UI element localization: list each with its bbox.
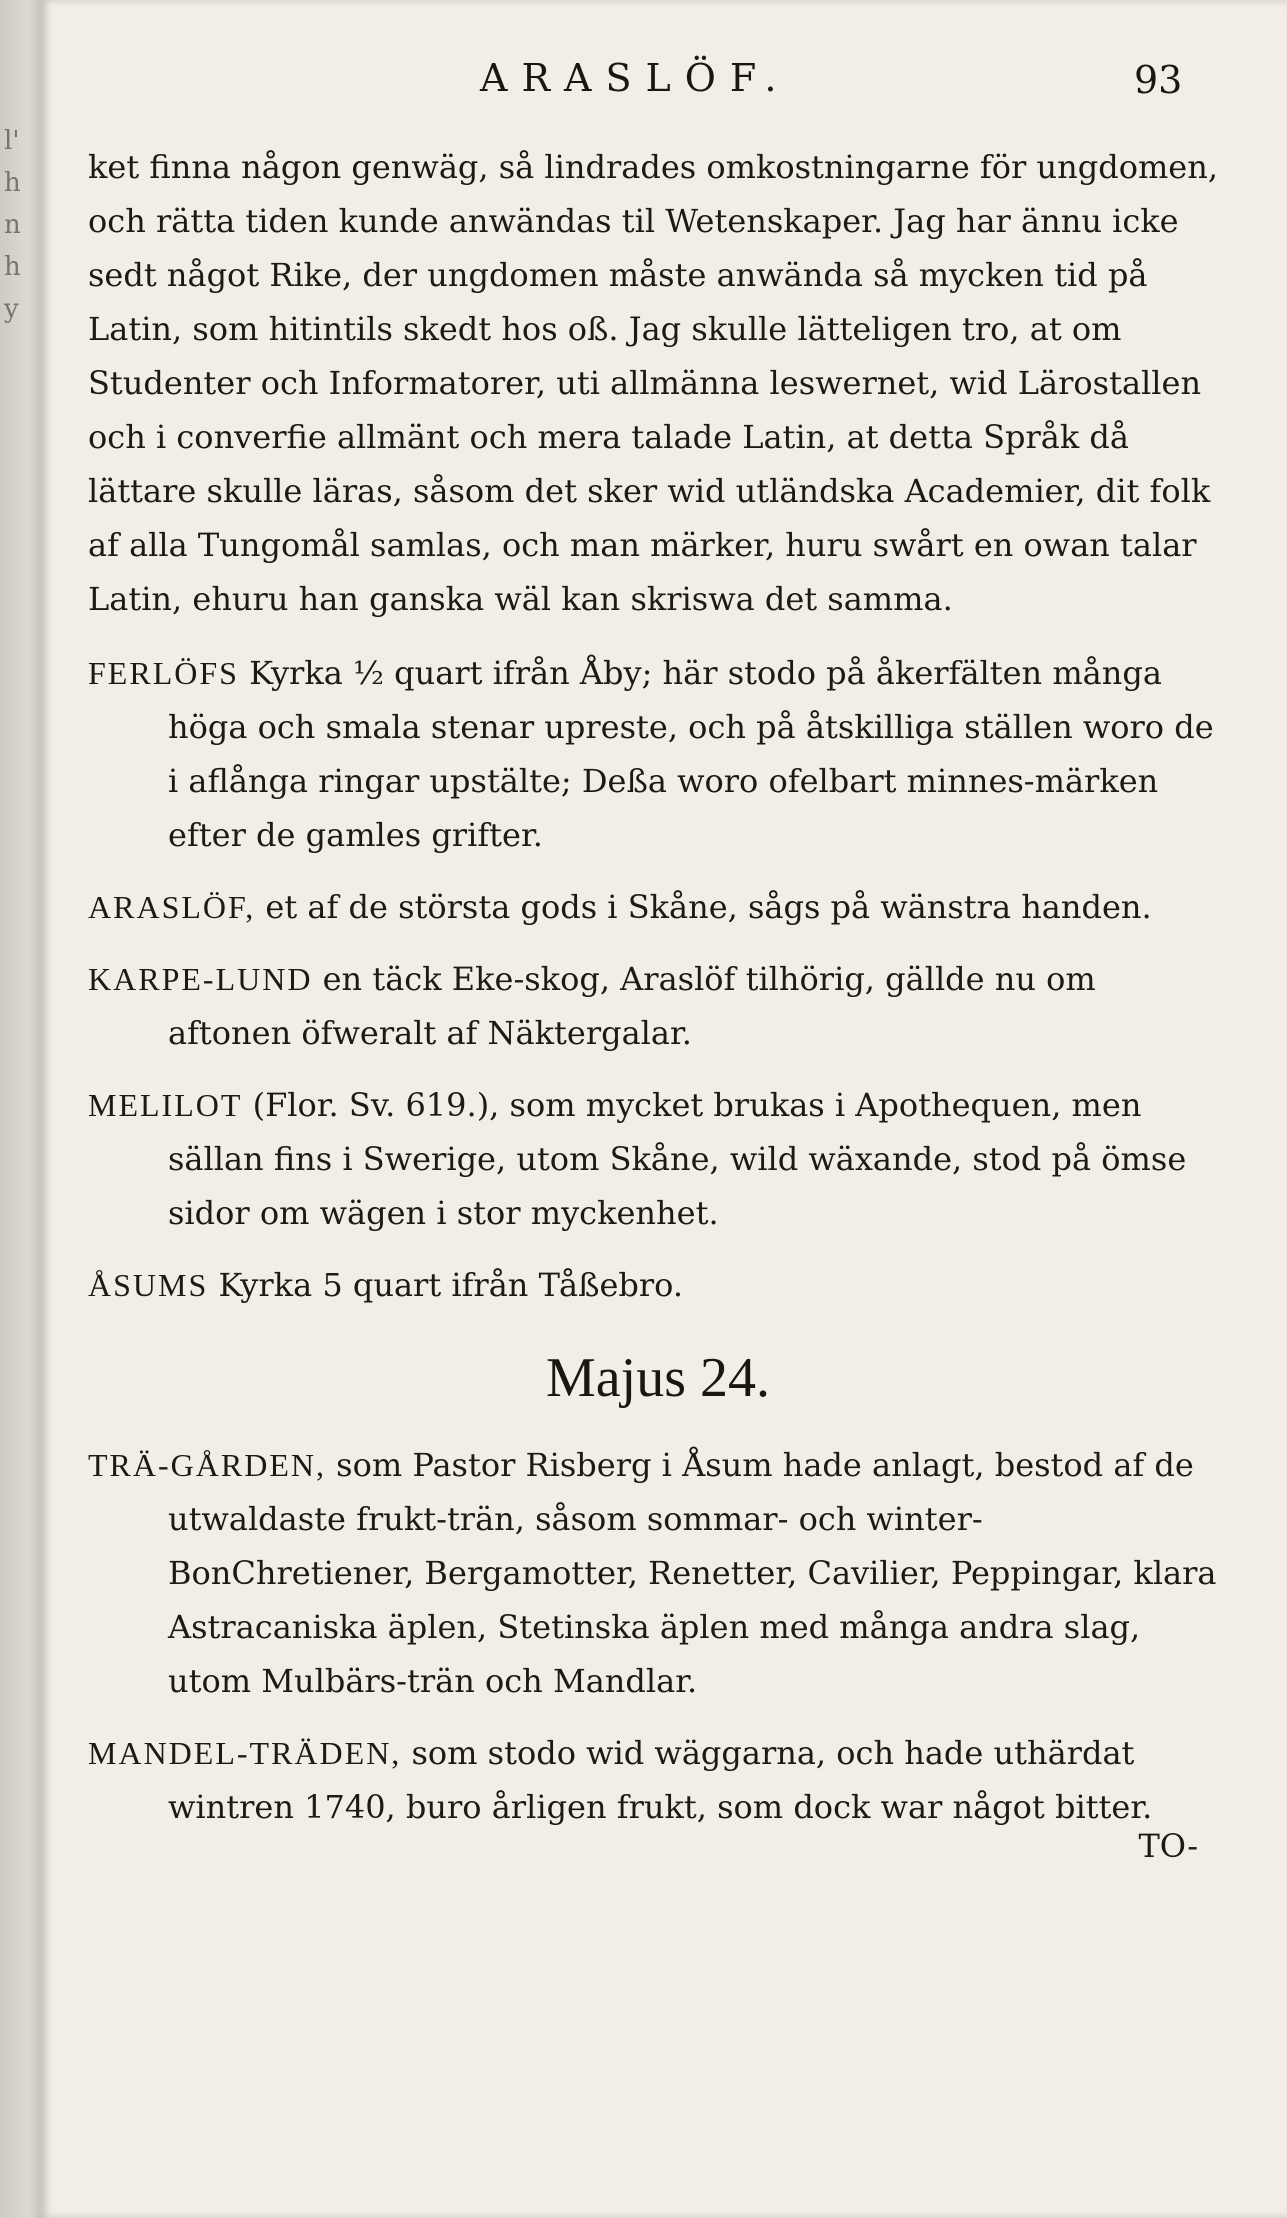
entry-text: en täck Eke-skog, Araslöf tilhörig, gällde nu om aftonen öfweralt af Näktergalar. (168, 960, 1096, 1052)
facing-page-bleed (4, 120, 38, 540)
entry-keyword: MELILOT (88, 1087, 243, 1123)
entry-text: Kyrka ½ quart ifrån Åby; här stodo på åkerfälten många höga och smala stenar upreste, och på åtskilliga ställen woro de i aflånga ringar upstälte; Deßa woro ofelbart minnes-märken efter de gamles grifter. (168, 654, 1214, 854)
body-text (88, 140, 1228, 1866)
page-header (40, 56, 1287, 116)
bleed-char: h (4, 252, 21, 282)
entry-ferlofs (88, 646, 1228, 862)
bleed-char: l' (4, 126, 20, 156)
entry-tra-garden (88, 1438, 1228, 1708)
entry-araslof (88, 880, 1228, 934)
entry-keyword: FERLÖFS (88, 655, 239, 691)
running-head: ARASLÖF. (480, 56, 791, 100)
entry-text: Kyrka 5 quart ifrån Tåßebro. (218, 1266, 684, 1304)
entry-mandel-traden (88, 1726, 1228, 1834)
entry-text: (Flor. Sv. 619.), som mycket brukas i Apothequen, men sällan fins i Swerige, utom Skåne, wild wäxande, stod på ömse sidor om wägen i stor myckenhet. (168, 1086, 1187, 1232)
entry-melilot (88, 1078, 1228, 1240)
entry-keyword: TRÄ-GÅRDEN, (88, 1447, 326, 1483)
entry-text: som Pastor Risberg i Åsum hade anlagt, bestod af de utwaldaste frukt-trän, såsom sommar- och winter-BonChretiener, Bergamotter, Renetter, Cavilier, Peppingar, klara Astracaniska äplen, Stetinska äplen med många andra slag, utom Mulbärs-trän och Mandlar. (168, 1446, 1217, 1700)
entry-keyword: KARPE-LUND (88, 961, 313, 997)
bleed-char: n (4, 210, 21, 240)
catchword: TO- (1138, 1827, 1198, 1865)
entry-karpe-lund (88, 952, 1228, 1060)
book-page (40, 0, 1287, 2218)
entry-text: et af de största gods i Skåne, sågs på wänstra handen. (265, 888, 1152, 926)
entry-keyword: ÅSUMS (88, 1267, 209, 1303)
page-number: 93 (1134, 58, 1183, 102)
bleed-char: h (4, 168, 21, 198)
book-gutter (0, 0, 40, 2218)
date-heading: Majus 24. (546, 1347, 770, 1409)
entry-text: som stodo wid wäggarna, och hade uthärdat wintren 1740, buro årligen frukt, som dock war något bitter. (168, 1734, 1153, 1826)
intro-paragraph: ket finna någon genwäg, så lindrades omkostningarne för ungdomen, och rätta tiden kunde anwändas til Wetenskaper. Jag har ännu icke sedt något Rike, der ungdomen måste anwända så mycken tid på Latin, som hitintils skedt hos oß. Jag skulle lätteligen tro, at om Studenter och Informatorer, uti allmänna leswernet, wid Lärostallen och i converfie allmänt och mera talade Latin, at detta Språk då lättare skulle läras, såsom det sker wid utländska Academier, dit folk af alla Tungomål samlas, och man märker, huru swårt en owan talar Latin, ehuru han ganska wäl kan skriswa det samma. (88, 148, 1219, 618)
entry-keyword: MANDEL-TRÄDEN, (88, 1735, 402, 1771)
entry-keyword: ARASLÖF, (88, 889, 256, 925)
bleed-char: y (4, 294, 19, 324)
entry-asums (88, 1258, 1228, 1312)
